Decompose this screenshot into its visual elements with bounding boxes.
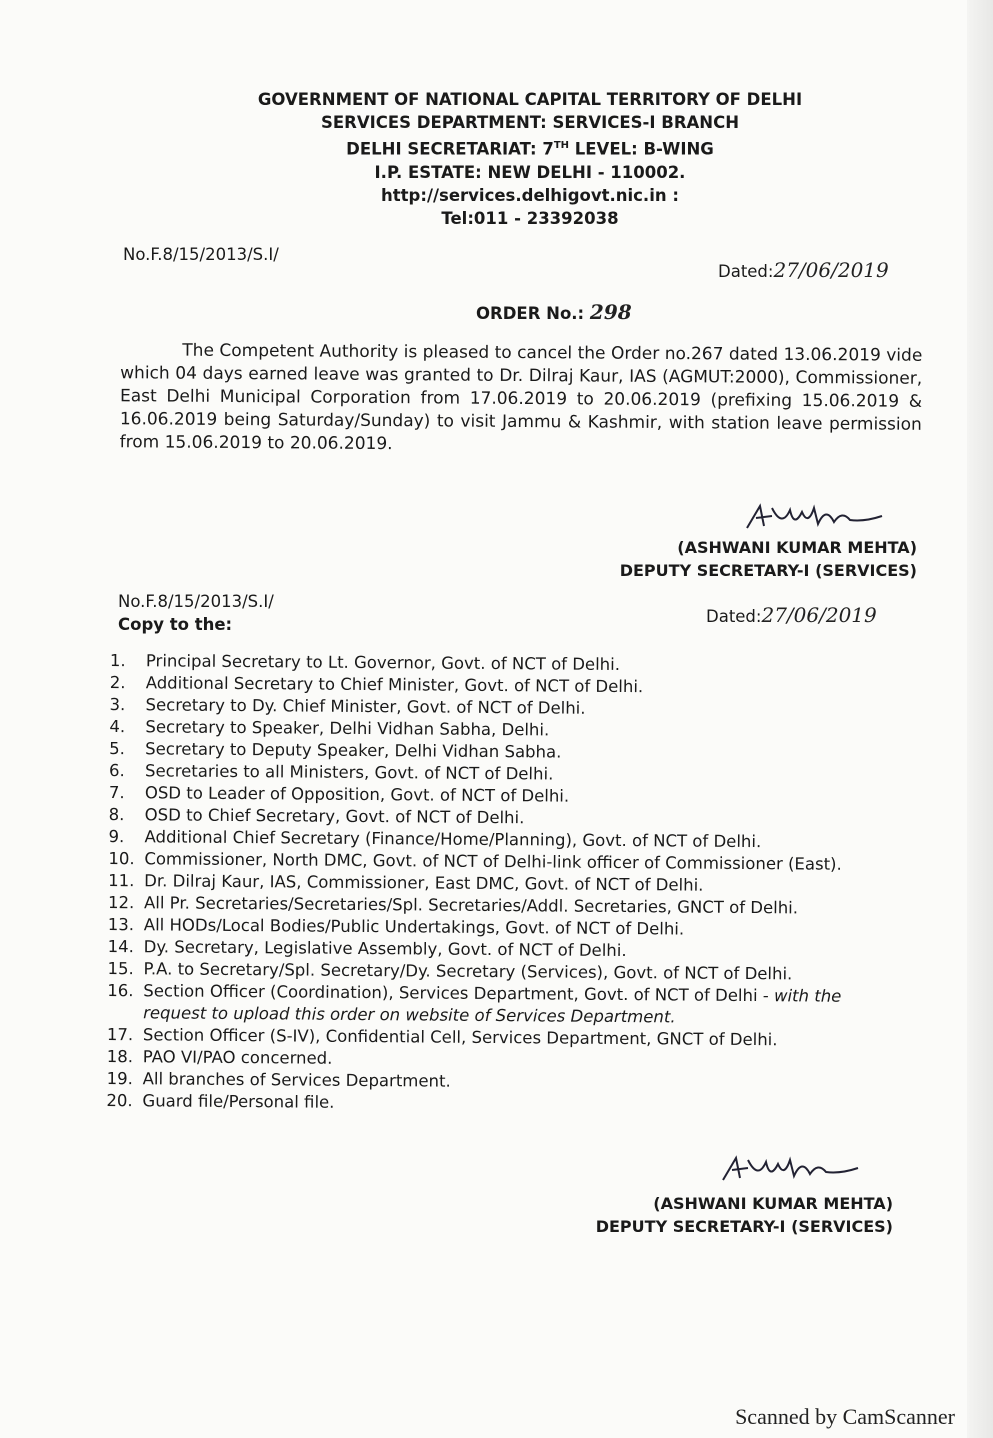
letterhead [230,88,830,230]
list-item-number: 10. [108,848,135,869]
signature-icon [742,498,892,538]
order-number [476,300,632,324]
order-label: ORDER No.: [476,304,585,323]
letterhead-tel: Tel:011 - 23392038 [441,208,619,228]
list-item-note: with the request to upload this order on website of Services Department. [143,986,842,1027]
file-number: No.F.8/15/2013/S.I/ [123,245,279,264]
copy-list [106,650,910,1118]
letterhead-sup: TH [553,140,570,151]
list-item-main: Commissioner, North DMC, Govt. of NCT of Delhi-link officer of Commissioner (East). [144,849,842,874]
letterhead-url: http://services.delhigovt.nic.in : [381,185,679,205]
list-item-text [143,1068,451,1092]
list-item-main: All branches of Services Department. [142,1069,451,1091]
list-item-number: 18. [106,1046,134,1067]
list-item-main: Additional Chief Secretary (Finance/Home/Planning), Govt. of NCT of Delhi. [144,827,762,852]
camscanner-watermark: Scanned by CamScanner [735,1404,955,1429]
list-item-number: 12. [107,892,135,913]
list-item-main: Secretaries to all Ministers, Govt. of NCT of Delhi. [144,761,554,784]
letterhead-text: LEVEL: B-WING [569,139,714,159]
list-item-main: Dy. Secretary, Legislative Assembly, Govt. of NCT of Delhi. [143,937,627,961]
letterhead-line: SERVICES DEPARTMENT: SERVICES-I BRANCH [320,113,740,132]
dated-label: Dated: [718,262,774,281]
dated [718,258,889,282]
page-edge-shadow [967,0,993,1438]
list-item-main: OSD to Chief Secretary, Govt. of NCT of Delhi. [144,805,525,828]
list-item-main: Secretary to Speaker, Delhi Vidhan Sabha, Delhi. [145,717,550,740]
list-item-text [142,1090,334,1114]
list-item-main: Additional Secretary to Chief Minister, Govt. of NCT of Delhi. [145,673,644,697]
list-item-number: 9. [108,826,125,847]
signatory-designation: DEPUTY SECRETARY-I (SERVICES) [595,1217,893,1236]
list-item-number: 15. [107,958,134,979]
list-item-main: All Pr. Secretaries/Secretaries/Spl. Secretaries/Addl. Secretaries, GNCT of Delhi. [143,893,799,918]
order-body: The Competent Authority is pleased to cancel the Order no.267 dated 13.06.2019 vide which 04 days earned leave was granted to Dr. Dilraj Kaur, IAS (AGMUT:2000), Commissioner, East Delhi Municipal Corporation from 17.06.2019 to 20.06.2019 (prefixing 15.06.2019 & 16.06.2019 being Saturday/Sunday) to visit Jammu & Kashmir, with station leave permission from 15.06.2019 to 20.06.2019. [119,340,923,455]
letterhead-line: I.P. ESTATE: NEW DELHI - 110002. [374,162,686,182]
list-item-main: Section Officer (Coordination), Services Department, Govt. of NCT of Delhi - [143,981,775,1006]
list-item-text [145,716,549,741]
letterhead-line: GOVERNMENT OF NATIONAL CAPITAL TERRITORY OF DELHI [257,90,803,109]
list-item-text [143,980,907,1030]
list-item-number: 1. [109,650,126,671]
list-item [107,980,907,1030]
list-item-number: 14. [107,936,134,957]
list-item-number: 5. [109,738,126,759]
list-item-number: 20. [106,1090,133,1111]
list-item-number: 6. [108,760,125,781]
list-item-main: Section Officer (S-IV), Confidential Cell, Services Department, GNCT of Delhi. [142,1025,778,1050]
list-item-number: 8. [108,804,125,825]
list-item-number: 7. [108,782,125,803]
list-item-number: 13. [107,914,135,935]
list-item-main: Dr. Dilraj Kaur, IAS, Commissioner, East DMC, Govt. of NCT of Delhi. [144,871,704,895]
copy-heading: Copy to the: [118,615,233,634]
list-item-number: 17. [106,1024,134,1045]
signature-block-copy [596,1192,893,1238]
list-item-main: OSD to Leader of Opposition, Govt. of NCT of Delhi. [144,783,570,806]
copy-dated [706,603,877,627]
dated-handwritten: 27/06/2019 [761,603,877,627]
list-item-text [145,804,525,829]
list-item-main: Secretary to Dy. Chief Minister, Govt. of NCT of Delhi. [145,695,586,718]
signature-icon [718,1150,868,1190]
order-no-handwritten: 298 [589,300,632,324]
list-item-main: Secretary to Deputy Speaker, Delhi Vidhan Sabha. [145,739,562,762]
letterhead-line [230,134,830,161]
list-item-number: 19. [106,1068,133,1089]
list-item-number: 16. [107,980,134,1001]
copy-file-number: No.F.8/15/2013/S.I/ [118,592,274,611]
list-item-number: 3. [109,694,126,715]
signatory-designation: DEPUTY SECRETARY-I (SERVICES) [619,561,917,580]
signatory-name: (ASHWANI KUMAR MEHTA) [653,1194,893,1213]
list-item-main: Principal Secretary to Lt. Governor, Govt. of NCT of Delhi. [145,651,621,675]
dated-label: Dated: [706,607,762,626]
signature-block [620,536,917,582]
signatory-name: (ASHWANI KUMAR MEHTA) [677,538,917,557]
list-item-text [145,760,553,785]
list-item-number: 4. [109,716,126,737]
list-item-text [143,1046,333,1069]
dated-handwritten: 27/06/2019 [773,258,889,282]
list-item-main: Guard file/Personal file. [142,1091,335,1112]
letterhead-text: DELHI SECRETARIAT: 7 [346,139,554,159]
list-item-number: 11. [108,870,135,891]
list-item-number: 2. [109,672,126,693]
list-item-main: All HODs/Local Bodies/Public Undertakings, Govt. of NCT of Delhi. [143,915,685,939]
list-item-main: PAO VI/PAO concerned. [142,1047,333,1068]
list-item-text [145,738,561,763]
list-item-main: P.A. to Secretary/Spl. Secretary/Dy. Secretary (Services), Govt. of NCT of Delhi. [143,959,793,984]
